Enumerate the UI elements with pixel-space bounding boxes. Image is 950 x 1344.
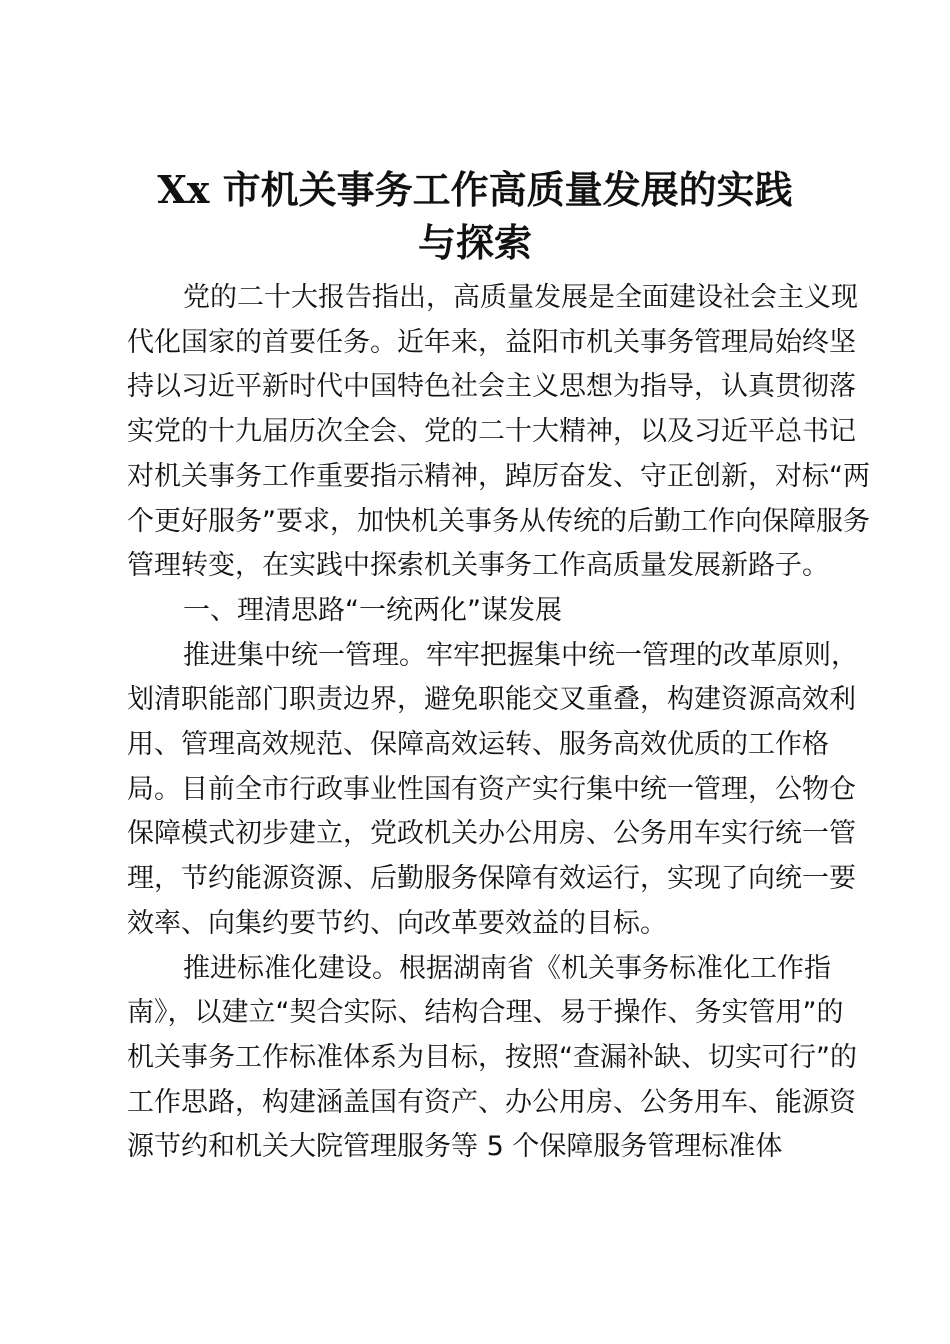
paragraph-line: 用、管理高效规范、保障高效运转、服务高效优质的工作格 (127, 729, 829, 760)
paragraph-line: 理，节约能源资源、后勤服务保障有效运行，实现了向统一要 (127, 863, 856, 895)
paragraph-line: 源节约和机关大院管理服务等 5 个保障服务管理标准体 (127, 1131, 783, 1163)
paragraph-line: 对机关事务工作重要指示精神，踔厉奋发、守正创新，对标“两 (127, 460, 870, 492)
title-line: Xx 市机关事务工作高质量发展的实践 (157, 167, 793, 212)
paragraph-line: 推进集中统一管理。牢牢把握集中统一管理的改革原则， (183, 639, 858, 671)
paragraph-line: 持以习近平新时代中国特色社会主义思想为指导，认真贯彻落 (127, 371, 856, 403)
paragraph-line: 局。目前全市行政事业性国有资产实行集中统一管理，公物仓 (127, 773, 856, 805)
paragraph-line: 保障模式初步建立，党政机关办公用房、公务用车实行统一管 (127, 818, 856, 850)
paragraph-line: 效率、向集约要节约、向改革要效益的目标。 (127, 907, 667, 939)
paragraph-line: 推进标准化建设。根据湖南省《机关事务标准化工作指 (183, 952, 831, 984)
paragraph-line: 南》，以建立“契合实际、结构合理、易于操作、务实管用”的 (127, 997, 844, 1029)
paragraph-line: 工作思路，构建涵盖国有资产、办公用房、公务用车、能源资 (127, 1086, 856, 1118)
section-heading: 一、理清思路“一统两化”谋发展 (183, 594, 562, 626)
paragraph-line: 机关事务工作标准体系为目标，按照“查漏补缺、切实可行”的 (127, 1041, 857, 1073)
paragraph-line: 实党的十九届历次全会、党的二十大精神，以及习近平总书记 (127, 416, 856, 448)
paragraph-line: 管理转变，在实践中探索机关事务工作高质量发展新路子。 (127, 550, 829, 582)
title-line: 与探索 (417, 220, 532, 265)
paragraph-line: 个更好服务”要求，加快机关事务从传统的后勤工作向保障服务 (127, 505, 870, 537)
paragraph-line: 党的二十大报告指出，高质量发展是全面建设社会主义现 (183, 282, 858, 313)
paragraph-line: 代化国家的首要任务。近年来，益阳市机关事务管理局始终坚 (127, 326, 856, 358)
paragraph-line: 划清职能部门职责边界，避免职能交叉重叠，构建资源高效利 (127, 684, 856, 716)
